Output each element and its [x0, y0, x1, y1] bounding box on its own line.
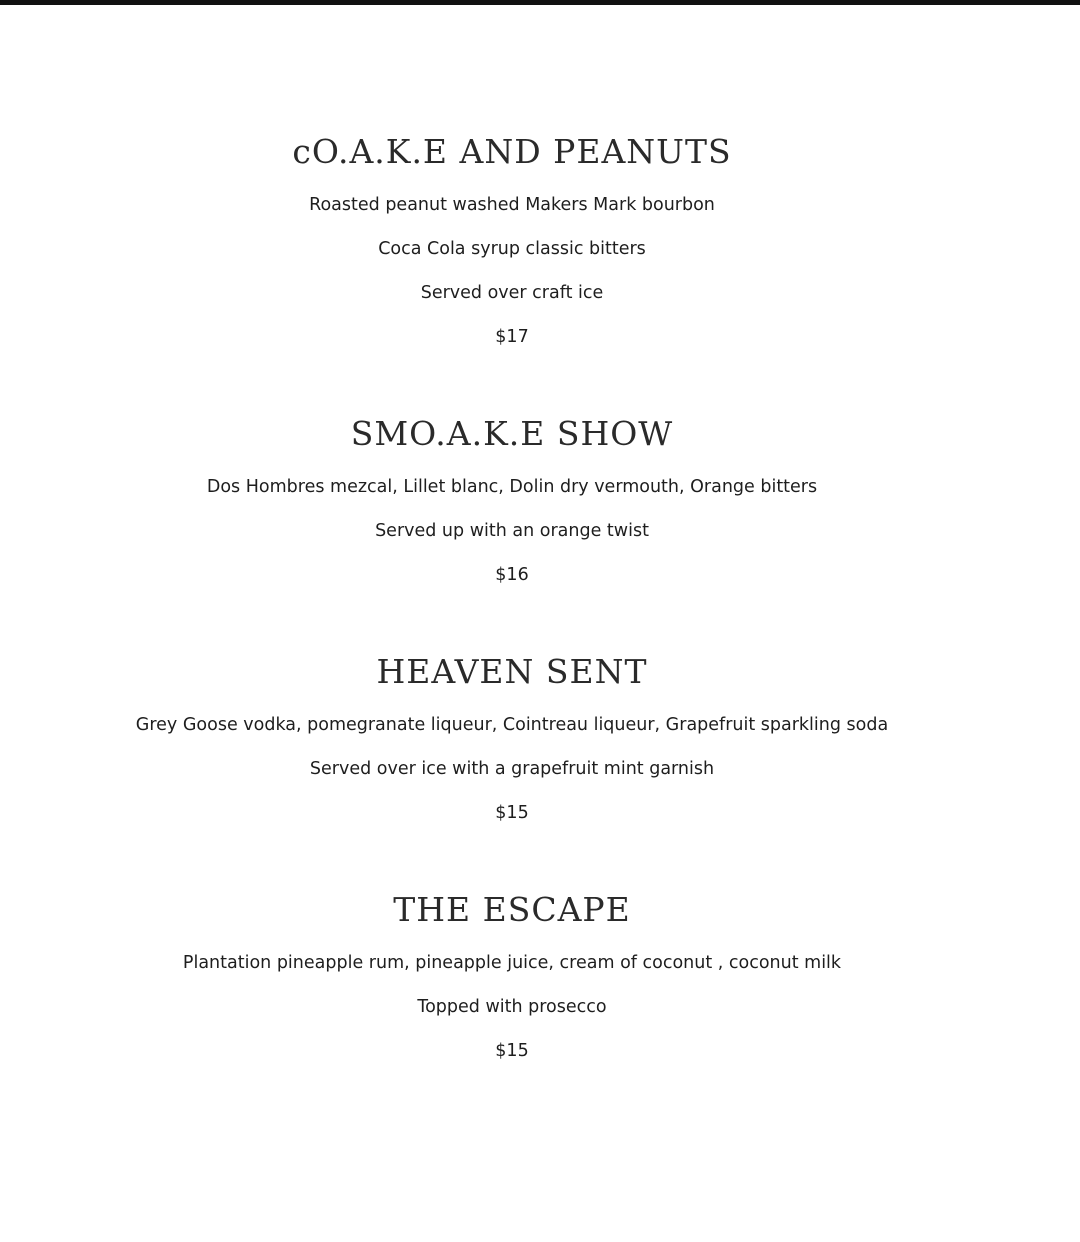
item-title: THE ESCAPE [393, 890, 631, 929]
menu-item-heaven-sent [0, 652, 1024, 835]
item-description-line: Plantation pineapple rum, pineapple juice, cream of coconut , coconut milk [182, 953, 842, 973]
item-description-line: Served over craft ice [420, 283, 604, 303]
item-title: SMO.A.K.E SHOW [350, 414, 674, 453]
item-description-line: Served over ice with a grapefruit mint garnish [309, 759, 715, 779]
item-description-line: Coca Cola syrup classic bitters [378, 239, 646, 259]
item-description-line: Grey Goose vodka, pomegranate liqueur, Cointreau liqueur, Grapefruit sparkling soda [135, 715, 889, 735]
item-title: HEAVEN SENT [376, 652, 648, 691]
menu-item-the-escape [0, 890, 1024, 1073]
item-description-line: Roasted peanut washed Makers Mark bourbon [309, 195, 715, 215]
menu-item-coake-and-peanuts [0, 132, 1024, 359]
menu-item-smoake-show [0, 414, 1024, 597]
item-description-line: Dos Hombres mezcal, Lillet blanc, Dolin dry vermouth, Orange bitters [206, 477, 818, 497]
top-border [0, 0, 1080, 5]
item-description-line: Topped with prosecco [417, 997, 607, 1017]
item-description-line: Served up with an orange twist [375, 521, 649, 541]
item-price: $15 [495, 1041, 529, 1061]
item-title: cO.A.K.E AND PEANUTS [292, 132, 732, 171]
item-price: $17 [495, 327, 529, 347]
item-price: $16 [495, 565, 529, 585]
item-price: $15 [495, 803, 529, 823]
